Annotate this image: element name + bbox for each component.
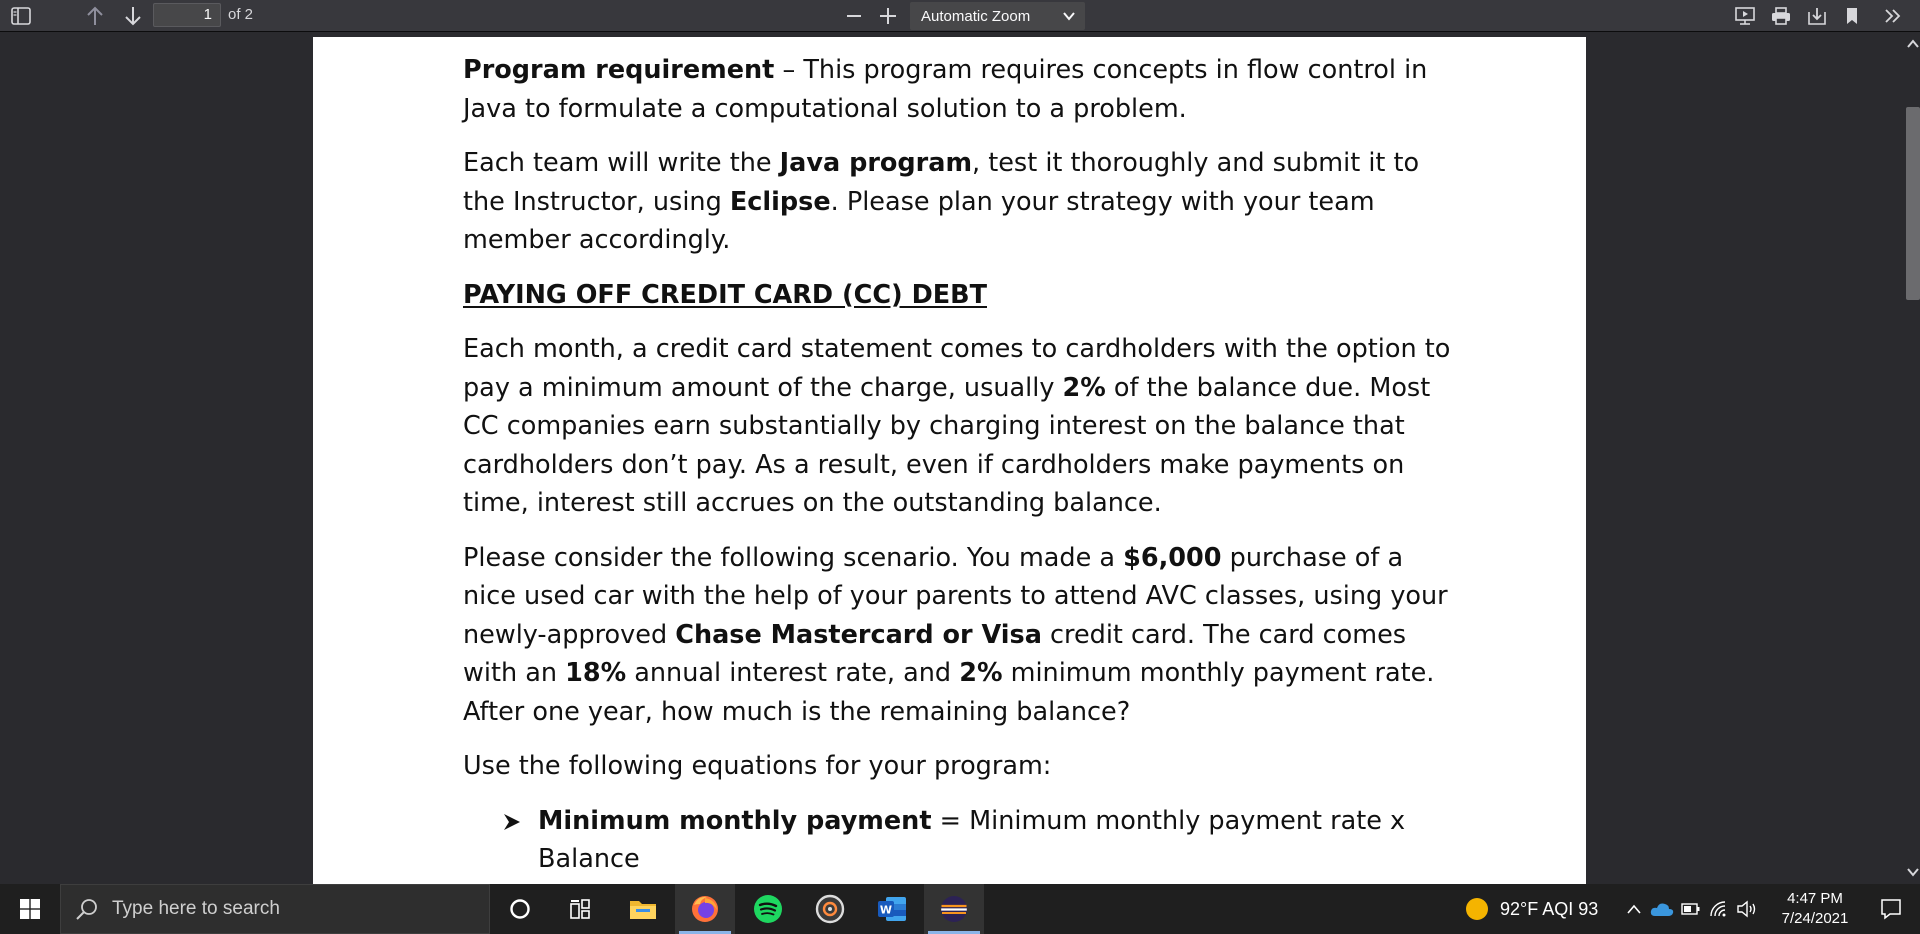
arrow-bullet-icon (503, 813, 521, 831)
word-button[interactable] (862, 884, 922, 934)
next-page-button[interactable] (118, 3, 148, 29)
text: . Please plan your strategy with your team member accordingly. (463, 186, 1375, 255)
tools-button[interactable] (1878, 3, 1908, 29)
pdf-toolbar (0, 0, 1920, 32)
paragraph-credit-card-statement (463, 330, 1463, 523)
download-icon (1807, 7, 1827, 25)
plus-icon (879, 7, 897, 25)
folder-icon (629, 897, 657, 921)
zoom-select[interactable] (910, 2, 1085, 30)
paragraph-equations-intro: Use the following equations for your program: (463, 751, 1052, 781)
arrow-down-icon (124, 6, 142, 26)
scroll-down-button[interactable] (1906, 865, 1920, 879)
eclipse-icon (939, 894, 969, 924)
page-content (463, 51, 1463, 884)
presentation-icon (1735, 7, 1755, 25)
text: credit card. The card comes with an (463, 619, 1407, 688)
weather-text: 92°F AQI 93 (1500, 898, 1599, 919)
payment-rate-text: 2% (959, 658, 1003, 688)
eclipse-button[interactable] (924, 884, 984, 934)
notification-center-button[interactable] (1862, 884, 1920, 934)
equation-list (503, 802, 1463, 885)
paragraph-scenario (463, 539, 1463, 732)
java-program-text: Java program (779, 148, 973, 178)
chevron-down-icon (1063, 10, 1075, 22)
sidebar-icon (11, 7, 31, 25)
paragraph-team-instructions (463, 144, 1463, 260)
onedrive-button[interactable] (1648, 884, 1676, 934)
minus-icon (846, 8, 862, 24)
search-icon (76, 898, 98, 920)
battery-icon (1681, 902, 1701, 916)
printer-icon (1771, 7, 1791, 25)
text: Each team will write the (463, 148, 780, 178)
music-disc-icon (815, 894, 845, 924)
paragraph-program-requirement (463, 51, 1463, 128)
text: minimum monthly payment rate. After one year, how much is the remaining balance? (463, 658, 1435, 727)
cortana-button[interactable] (490, 884, 550, 934)
media-player-button[interactable] (800, 884, 860, 934)
system-clock[interactable] (1760, 889, 1870, 929)
firefox-icon (690, 894, 720, 924)
scroll-up-button[interactable] (1906, 37, 1920, 51)
firefox-button[interactable] (675, 884, 735, 934)
windows-taskbar (0, 884, 1920, 934)
task-view-icon (569, 898, 591, 920)
text: , test it thoroughly and submit it to the Instructor, using (463, 148, 1420, 217)
zoom-out-button[interactable] (842, 3, 866, 29)
vertical-scrollbar[interactable] (1903, 33, 1920, 884)
cloud-icon (1650, 901, 1674, 917)
scroll-thumb[interactable] (1906, 107, 1920, 300)
file-explorer-button[interactable] (613, 884, 673, 934)
notification-icon (1880, 898, 1902, 920)
arrow-up-icon (86, 6, 104, 26)
text: Each month, a credit card statement comes to cardholders with the option to pay a minimum amount of the charge, usually (463, 334, 1451, 403)
document-viewer[interactable] (0, 33, 1903, 884)
text: Please consider the following scenario. You made a (463, 542, 1124, 573)
equation-term: Minimum monthly payment (538, 805, 932, 836)
page-count-label: of 2 (228, 6, 254, 23)
volume-button[interactable] (1734, 884, 1760, 934)
sidebar-toggle-button[interactable] (6, 3, 36, 29)
zoom-in-button[interactable] (876, 3, 900, 29)
percent-text: 2% (1062, 372, 1106, 403)
sun-icon (1466, 898, 1488, 920)
card-name-text: Chase Mastercard or Visa (675, 619, 1042, 650)
speaker-icon (1736, 900, 1758, 918)
save-button[interactable] (1802, 3, 1832, 29)
task-view-button[interactable] (550, 884, 610, 934)
search-placeholder: Type here to search (112, 898, 280, 919)
network-button[interactable] (1706, 884, 1732, 934)
section-heading: PAYING OFF CREDIT CARD (CC) DEBT (463, 279, 987, 310)
taskbar-search-box[interactable] (60, 884, 490, 934)
word-icon (877, 895, 907, 923)
print-button[interactable] (1766, 3, 1796, 29)
eclipse-text: Eclipse (729, 186, 831, 217)
text: of the balance due. Most CC companies earn substantially by charging interest on the balance that cardholders don’t pay. As a result, even if cardholders make payments on time, interest still accrues on the outstanding balance. (463, 372, 1431, 518)
previous-page-button[interactable] (80, 3, 110, 29)
wifi-icon (1709, 900, 1729, 918)
text: annual interest rate, and (626, 658, 960, 688)
battery-button[interactable] (1678, 884, 1704, 934)
presentation-mode-button[interactable] (1730, 3, 1760, 29)
chevron-down-icon (1907, 867, 1919, 877)
double-chevron-right-icon (1884, 8, 1902, 24)
clock-time: 4:47 PM (1787, 890, 1843, 907)
cortana-icon (509, 898, 531, 920)
spotify-button[interactable] (738, 884, 798, 934)
start-button[interactable] (0, 884, 60, 934)
svg-text:W: W (879, 903, 893, 917)
windows-logo-icon (20, 899, 40, 919)
program-requirement-label: Program requirement (463, 55, 775, 85)
pdf-page (313, 37, 1586, 884)
zoom-select-value: Automatic Zoom (921, 7, 1031, 25)
list-item (503, 802, 1463, 879)
page-number-input[interactable]: 1 (153, 3, 221, 27)
equation-definition: = Minimum monthly payment rate x Balance (538, 805, 1406, 874)
clock-date: 7/24/2021 (1781, 910, 1849, 927)
amount-text: $6,000 (1123, 542, 1222, 573)
chevron-up-icon (1907, 39, 1919, 49)
bookmark-button[interactable] (1840, 3, 1864, 29)
show-hidden-icons-button[interactable] (1622, 884, 1646, 934)
chevron-up-icon (1627, 904, 1641, 914)
program-requirement-text: – This program requires concepts in flow control in Java to formulate a computational solution to a problem. (463, 55, 1428, 124)
weather-widget[interactable] (1466, 884, 1598, 934)
bookmark-icon (1845, 7, 1859, 25)
spotify-icon (753, 894, 783, 924)
text: purchase of a nice used car with the help of your parents to attend AVC classes, using your newly-approved (463, 542, 1448, 650)
interest-rate-text: 18% (565, 658, 627, 688)
